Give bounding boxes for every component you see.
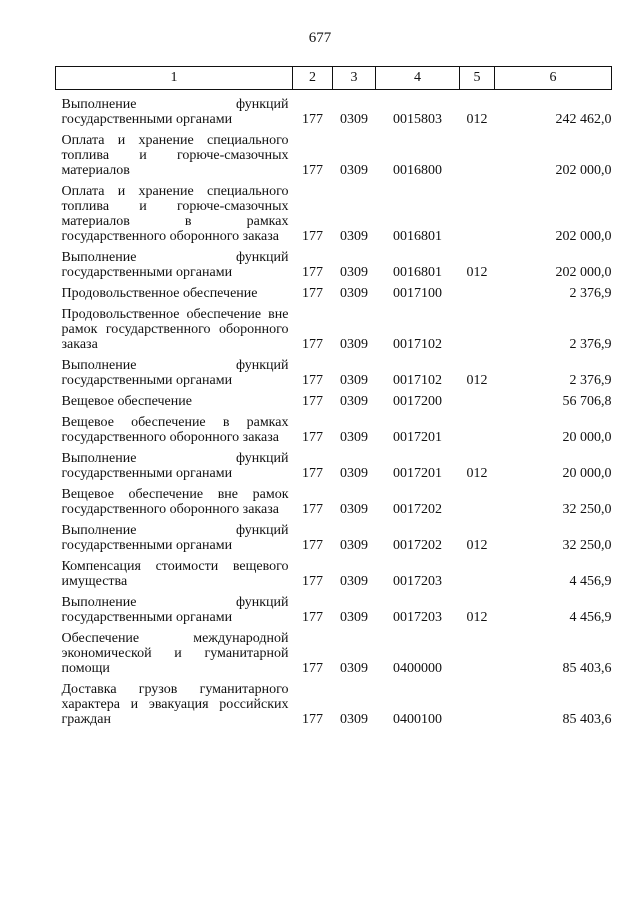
row-code-4: 0016801	[393, 265, 442, 280]
header-col-3: 3	[333, 67, 376, 90]
table-row	[56, 445, 612, 481]
row-code-5: 012	[466, 265, 488, 280]
row-code-3: 0309	[340, 163, 368, 178]
row-code-4: 0017200	[393, 394, 442, 409]
row-code-3: 0309	[340, 502, 368, 517]
row-code-5	[460, 301, 495, 352]
row-code-2: 177	[302, 394, 323, 409]
row-description: Выполнение функций государственными органами	[61, 97, 289, 127]
row-code-5	[460, 625, 495, 676]
row-description: Вещевое обеспечение вне рамок государственного оборонного заказа	[61, 487, 289, 517]
row-code-5	[460, 388, 495, 409]
page-number: 677	[308, 30, 332, 46]
row-amount: 202 000,0	[555, 163, 612, 178]
row-code-3: 0309	[340, 610, 368, 625]
row-description: Оплата и хранение специального топлива и горюче-смазочных материалов в рамках государственного оборонного заказа	[61, 184, 289, 244]
table-row	[56, 90, 612, 128]
row-code-2: 177	[302, 610, 323, 625]
row-description: Вещевое обеспечение	[61, 394, 192, 409]
row-amount: 32 250,0	[562, 538, 612, 553]
row-code-5	[460, 178, 495, 244]
table-row	[56, 676, 612, 727]
row-code-5	[460, 127, 495, 178]
row-description: Обеспечение международной экономической и гуманитарной помощи	[61, 631, 289, 676]
row-code-3: 0309	[340, 538, 368, 553]
table-row	[56, 352, 612, 388]
header-col-2: 2	[293, 67, 333, 90]
table-row	[56, 280, 612, 301]
header-row	[56, 67, 612, 90]
row-description: Вещевое обеспечение в рамках государственного оборонного заказа	[61, 415, 289, 445]
row-code-5: 012	[466, 373, 488, 388]
row-amount: 85 403,6	[562, 661, 612, 676]
row-code-4: 0017102	[393, 337, 442, 352]
table-row	[56, 517, 612, 553]
table-row	[56, 301, 612, 352]
table-row	[56, 481, 612, 517]
row-description: Доставка грузов гуманитарного характера и эвакуация российских граждан	[61, 682, 289, 727]
header-col-6: 6	[495, 67, 612, 90]
row-code-5: 012	[466, 538, 488, 553]
row-code-2: 177	[302, 265, 323, 280]
table-row	[56, 127, 612, 178]
row-description: Оплата и хранение специального топлива и горюче-смазочных материалов	[61, 133, 289, 178]
table-body	[56, 90, 612, 728]
row-code-5	[460, 409, 495, 445]
row-code-4: 0017202	[393, 538, 442, 553]
row-amount: 56 706,8	[562, 394, 612, 409]
row-code-2: 177	[302, 712, 323, 727]
row-description: Компенсация стоимости вещевого имущества	[61, 559, 289, 589]
row-code-2: 177	[302, 337, 323, 352]
row-code-4: 0015803	[393, 112, 442, 127]
row-code-5: 012	[466, 112, 488, 127]
row-description: Выполнение функций государственными органами	[61, 523, 289, 553]
row-code-5	[460, 280, 495, 301]
row-code-4: 0016801	[393, 229, 442, 244]
row-code-3: 0309	[340, 466, 368, 481]
row-amount: 202 000,0	[555, 265, 612, 280]
row-code-3: 0309	[340, 286, 368, 301]
row-code-4: 0017201	[393, 430, 442, 445]
row-code-2: 177	[302, 538, 323, 553]
row-code-3: 0309	[340, 112, 368, 127]
row-amount: 2 376,9	[569, 337, 612, 352]
row-code-4: 0017202	[393, 502, 442, 517]
row-amount: 202 000,0	[555, 229, 612, 244]
row-code-2: 177	[302, 286, 323, 301]
row-amount: 4 456,9	[569, 610, 612, 625]
table-row	[56, 388, 612, 409]
header-col-1: 1	[56, 67, 293, 90]
row-code-5: 012	[466, 610, 488, 625]
row-description: Выполнение функций государственными органами	[61, 595, 289, 625]
row-code-5	[460, 553, 495, 589]
row-code-2: 177	[302, 373, 323, 388]
row-amount: 4 456,9	[569, 574, 612, 589]
row-code-4: 0017203	[393, 610, 442, 625]
row-code-4: 0016800	[393, 163, 442, 178]
row-amount: 20 000,0	[562, 430, 612, 445]
row-code-2: 177	[302, 466, 323, 481]
table-row	[56, 553, 612, 589]
table-row	[56, 178, 612, 244]
row-description: Продовольственное обеспечение вне рамок государственного оборонного заказа	[61, 307, 289, 352]
row-amount: 242 462,0	[555, 112, 612, 127]
row-code-2: 177	[302, 661, 323, 676]
row-code-2: 177	[302, 502, 323, 517]
row-code-2: 177	[302, 574, 323, 589]
table-row	[56, 589, 612, 625]
row-code-3: 0309	[340, 337, 368, 352]
table-row	[56, 625, 612, 676]
row-code-2: 177	[302, 430, 323, 445]
table-row	[56, 409, 612, 445]
row-code-3: 0309	[340, 574, 368, 589]
row-code-3: 0309	[340, 712, 368, 727]
row-code-4: 0017102	[393, 373, 442, 388]
row-code-4: 0017201	[393, 466, 442, 481]
row-code-5	[460, 676, 495, 727]
table-header	[56, 67, 612, 90]
row-code-4: 0017100	[393, 286, 442, 301]
row-description: Выполнение функций государственными органами	[61, 358, 289, 388]
row-description: Продовольственное обеспечение	[61, 286, 258, 301]
row-code-5	[460, 481, 495, 517]
row-code-3: 0309	[340, 265, 368, 280]
row-code-4: 0400100	[393, 712, 442, 727]
table-row	[56, 244, 612, 280]
row-amount: 2 376,9	[569, 373, 612, 388]
row-code-4: 0400000	[393, 661, 442, 676]
row-code-3: 0309	[340, 430, 368, 445]
row-amount: 2 376,9	[569, 286, 612, 301]
header-col-5: 5	[460, 67, 495, 90]
row-code-3: 0309	[340, 394, 368, 409]
row-amount: 85 403,6	[562, 712, 612, 727]
row-code-2: 177	[302, 112, 323, 127]
row-code-5: 012	[466, 466, 488, 481]
header-col-4: 4	[376, 67, 460, 90]
row-code-4: 0017203	[393, 574, 442, 589]
row-description: Выполнение функций государственными органами	[61, 451, 289, 481]
row-code-3: 0309	[340, 373, 368, 388]
row-amount: 32 250,0	[562, 502, 612, 517]
row-code-3: 0309	[340, 661, 368, 676]
row-amount: 20 000,0	[562, 466, 612, 481]
row-code-2: 177	[302, 229, 323, 244]
row-description: Выполнение функций государственными органами	[61, 250, 289, 280]
budget-table	[55, 66, 612, 727]
row-code-3: 0309	[340, 229, 368, 244]
row-code-2: 177	[302, 163, 323, 178]
